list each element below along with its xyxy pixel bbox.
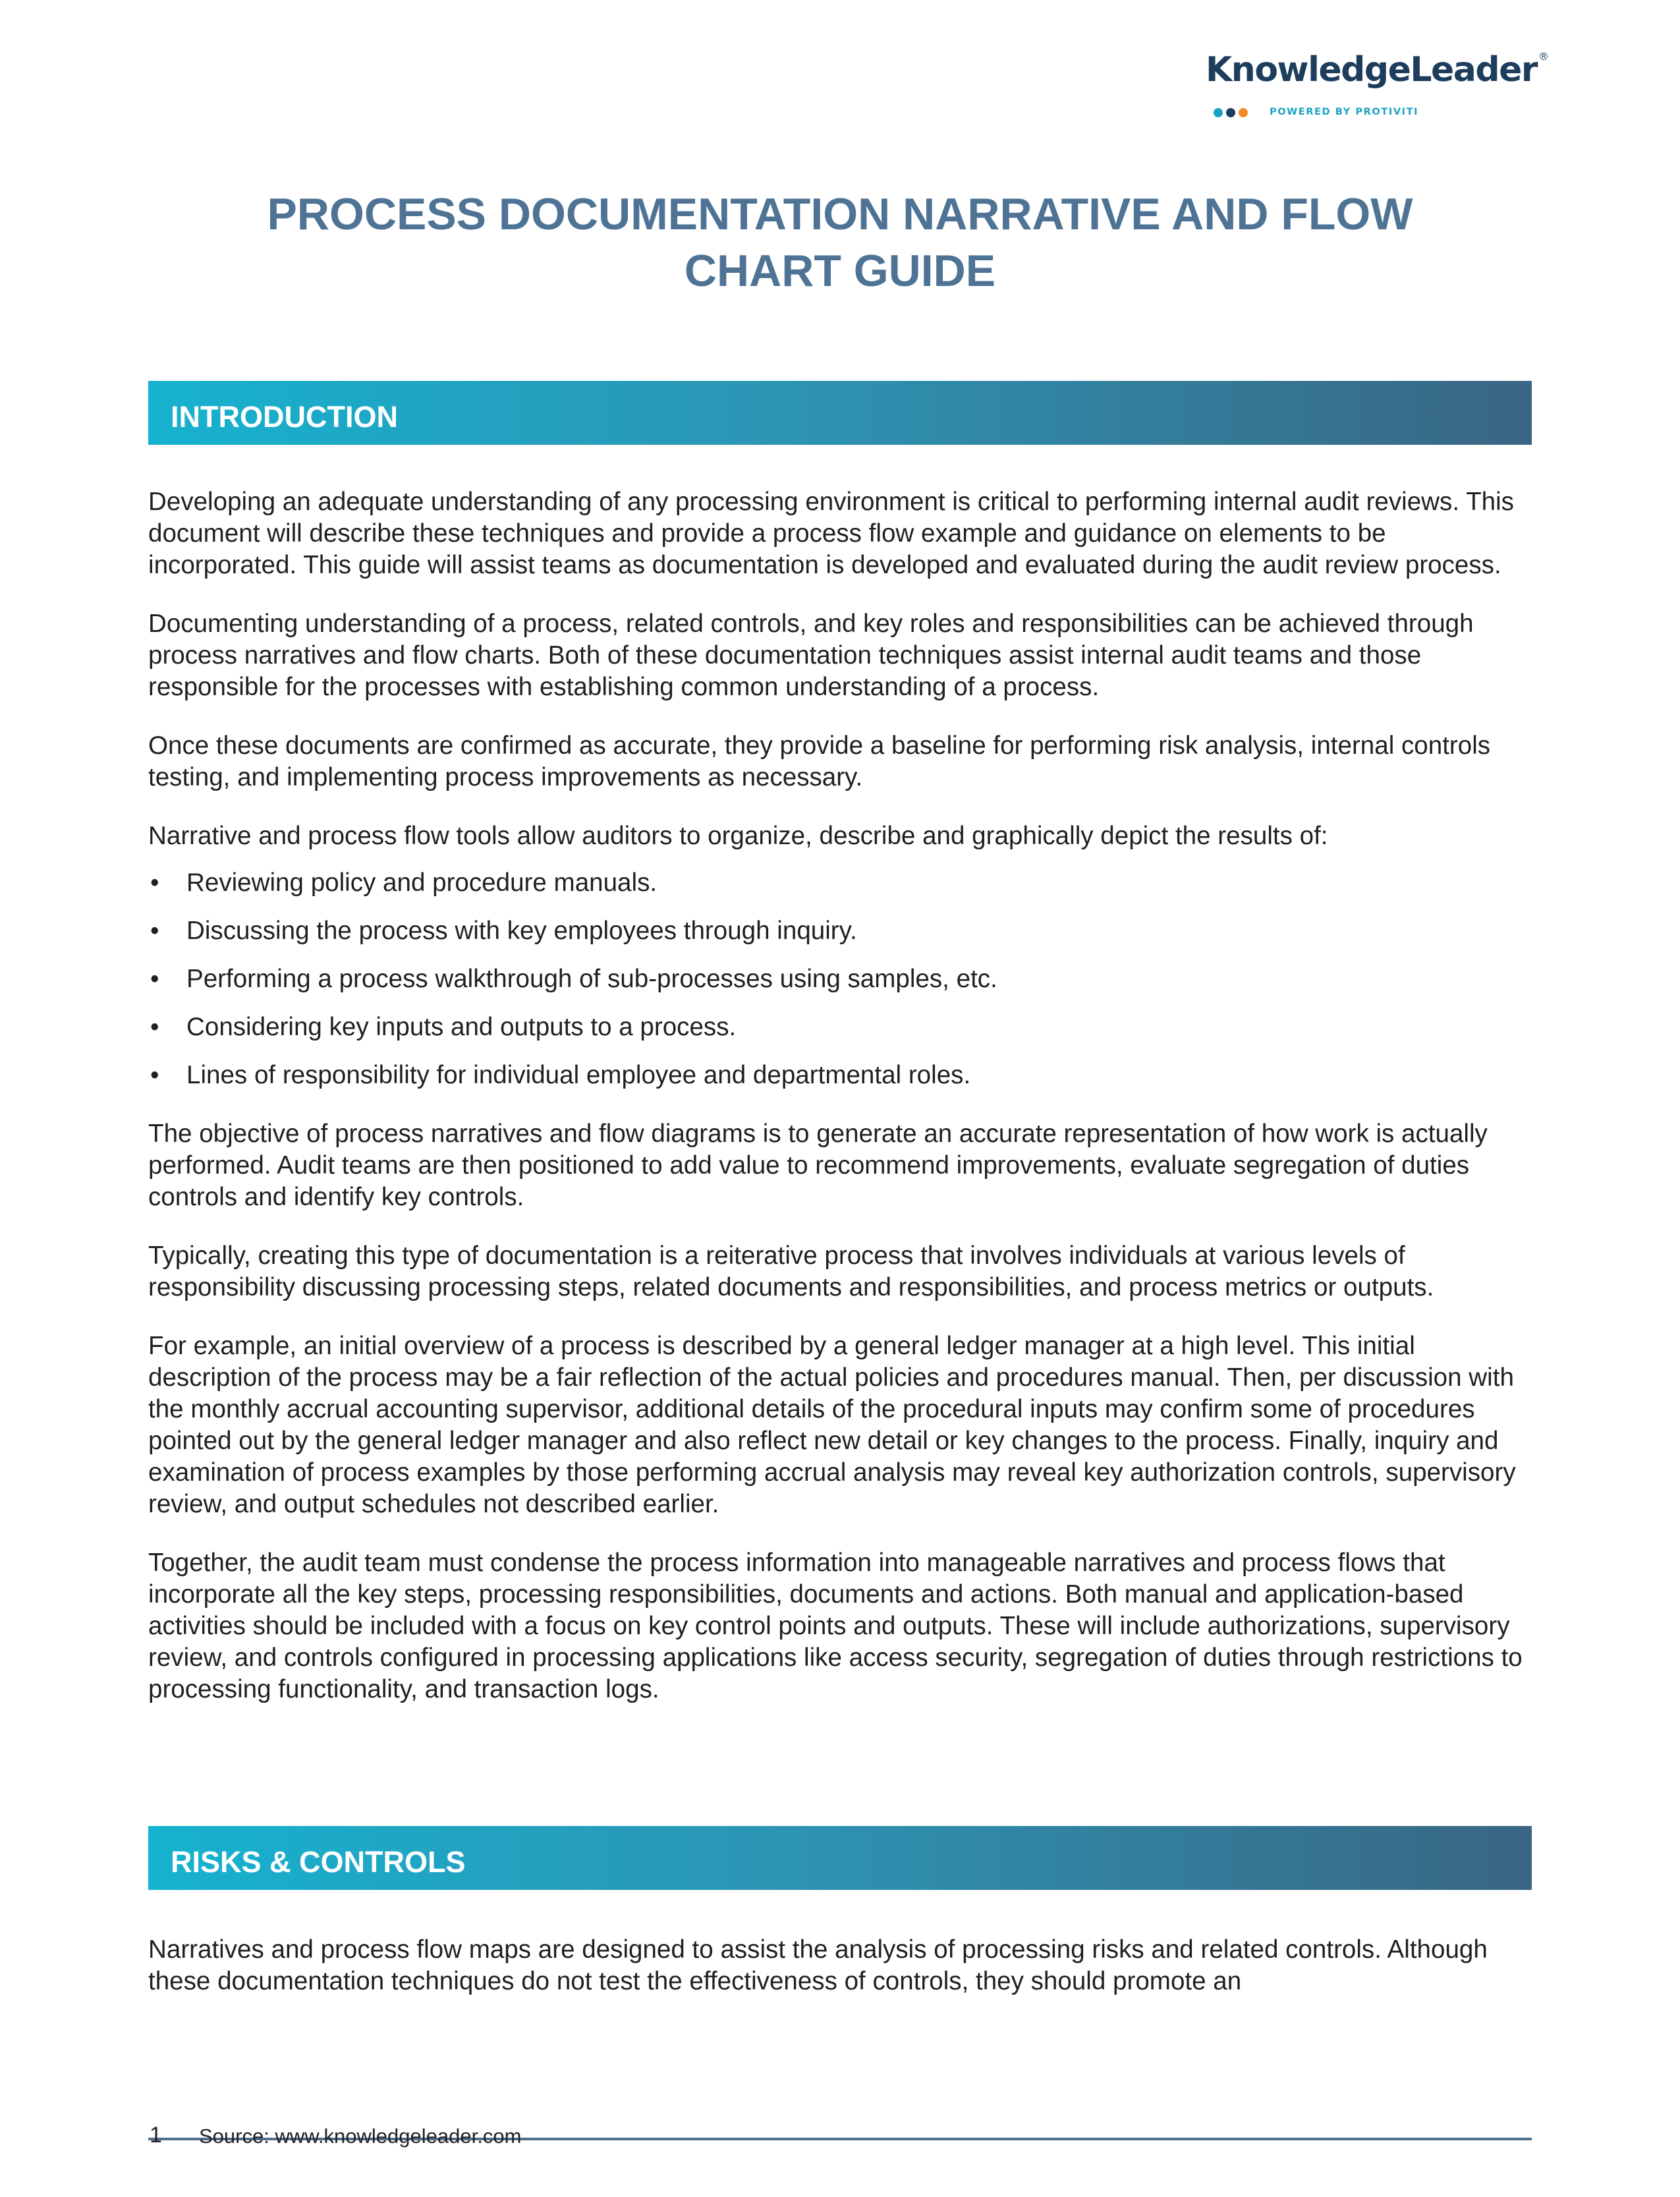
knowledgeleader-logo xyxy=(1206,50,1555,123)
footer-source-url[interactable]: www.knowledgeleader.com xyxy=(275,2125,522,2148)
bullet-icon: • xyxy=(150,869,159,897)
list-item xyxy=(148,1012,1538,1043)
logo-wordmark-text: KnowledgeLeader xyxy=(1206,50,1538,90)
section-heading-introduction: INTRODUCTION xyxy=(171,400,398,434)
list-item-text: Discussing the process with key employees through inquiry. xyxy=(186,917,857,945)
logo-dot-orange-icon xyxy=(1239,108,1248,117)
logo-trademark: ® xyxy=(1538,50,1548,63)
document-title-line-2: CHART GUIDE xyxy=(684,246,996,296)
risks-paragraph-1: Narratives and process flow maps are designed to assist the analysis of processing risks and related controls. Although these documentation techniques do not test the effectiveness of controls, they should promote an xyxy=(148,1935,1488,1995)
bullet-icon: • xyxy=(150,917,159,945)
intro-paragraph-7: For example, an initial overview of a process is described by a general ledger manager at a high level. This initial description of the process may be a fair reflection of the actual policies and procedures manual. Then, per discussion with the monthly accrual accounting supervisor, additional details of the procedural inputs may confirm some of procedures pointed out by the general ledger manager and also reflect new detail or key changes to the process. Finally, inquiry and examination of process examples by those performing accrual analysis may reveal key authorization controls, supervisory review, and output schedules not described earlier. xyxy=(148,1332,1516,1518)
list-item xyxy=(148,867,1538,899)
section-banner-introduction xyxy=(148,381,1532,445)
logo-dot-teal-icon xyxy=(1214,108,1223,117)
intro-paragraph-5: The objective of process narratives and flow diagrams is to generate an accurate representation of how work is actually performed. Audit teams are then positioned to add value to recommend improvements, evaluate segregation of duties controls and identify key controls. xyxy=(148,1120,1488,1211)
logo-dot-navy-icon xyxy=(1226,108,1235,117)
section-banner-risks-controls xyxy=(148,1826,1532,1890)
bullet-icon: • xyxy=(150,965,159,993)
logo-wordmark xyxy=(1206,50,1548,90)
footer-source-label: Source: xyxy=(199,2125,269,2148)
introduction-body xyxy=(148,486,1538,1732)
footer-source xyxy=(199,2123,521,2150)
list-item-text: Performing a process walkthrough of sub-processes using samples, etc. xyxy=(186,965,997,993)
intro-bullet-list xyxy=(148,867,1538,1091)
intro-paragraph-8: Together, the audit team must condense the process information into manageable narratives and process flows that incorporate all the key steps, processing responsibilities, documents and actions. Both manual and application-based activities should be included with a focus on key control points and outputs. These will include authorizations, supervisory review, and controls configured in processing applications like access security, segregation of duties through restrictions to processing functionality, and transaction logs. xyxy=(148,1549,1523,1703)
document-title xyxy=(148,186,1532,299)
risks-controls-body xyxy=(148,1934,1538,2024)
intro-paragraph-4: Narrative and process flow tools allow auditors to organize, describe and graphically depict the results of: xyxy=(148,822,1328,850)
list-item xyxy=(148,1060,1538,1091)
document-title-line-1: PROCESS DOCUMENTATION NARRATIVE AND FLOW xyxy=(267,189,1413,239)
list-item-text: Considering key inputs and outputs to a process. xyxy=(186,1013,737,1041)
intro-paragraph-2: Documenting understanding of a process, related controls, and key roles and responsibilities can be achieved through process narratives and flow charts. Both of these documentation techniques assist internal audit teams and those responsible for the processes with establishing common understanding of a process. xyxy=(148,610,1474,701)
intro-paragraph-6: Typically, creating this type of documentation is a reiterative process that involves individuals at various levels of responsibility discussing processing steps, related documents and responsibilities, and process metrics or outputs. xyxy=(148,1241,1434,1301)
list-item-text: Lines of responsibility for individual employee and departmental roles. xyxy=(186,1061,971,1089)
intro-paragraph-3: Once these documents are confirmed as accurate, they provide a baseline for performing risk analysis, internal controls testing, and implementing process improvements as necessary. xyxy=(148,731,1491,791)
logo-tagline: POWERED BY PROTIVITI xyxy=(1270,107,1419,117)
list-item xyxy=(148,963,1538,995)
bullet-icon: • xyxy=(150,1061,159,1089)
bullet-icon: • xyxy=(150,1013,159,1041)
list-item xyxy=(148,915,1538,947)
intro-paragraph-1: Developing an adequate understanding of any processing environment is critical to performing internal audit reviews. This document will describe these techniques and provide a process flow example and guidance on elements to be incorporated. This guide will assist teams as documentation is developed and evaluated during the audit review process. xyxy=(148,488,1514,579)
list-item-text: Reviewing policy and procedure manuals. xyxy=(186,869,658,897)
section-heading-risks-controls: RISKS & CONTROLS xyxy=(171,1845,466,1879)
logo-dots-icon xyxy=(1214,108,1253,117)
page-number: 1 xyxy=(150,2123,162,2148)
